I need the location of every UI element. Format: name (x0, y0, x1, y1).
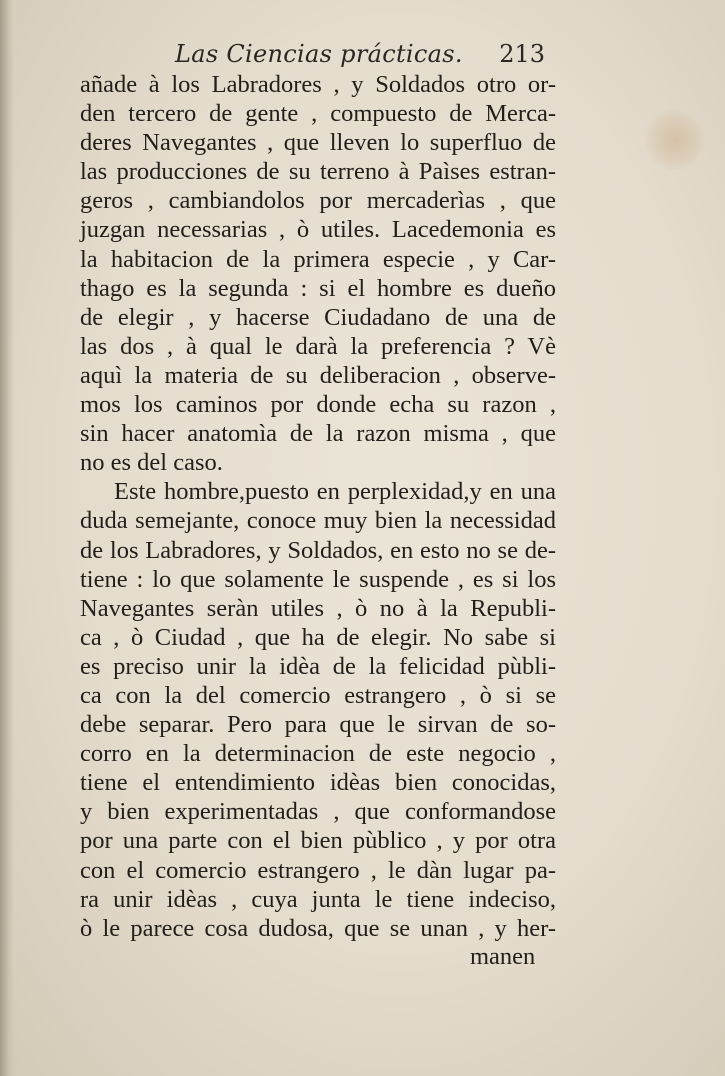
text-line: ca con la del comercio estrangero , ò si se (80, 681, 556, 709)
text-line: no es del caso. (80, 449, 223, 477)
text-line: Este hombre,puesto en perplexidad,y en una (114, 478, 556, 506)
text-line: las producciones de su terreno à Paìses estran- (80, 158, 556, 186)
text-line: sin hacer anatomìa de la razon misma , que (80, 420, 556, 448)
page-gutter-shadow (0, 0, 14, 1076)
paper-stain (645, 110, 705, 170)
text-line: ò le parece cosa dudosa, que se unan , y her- (80, 914, 556, 942)
text-line: de los Labradores, y Soldados, en esto no se de- (80, 536, 556, 564)
running-head-title: Las Ciencias prácticas. (175, 40, 463, 68)
text-line: aquì la materia de su deliberacion , observe- (80, 361, 556, 389)
page-number: 213 (499, 40, 545, 68)
text-line: de elegir , y hacerse Ciudadano de una de (80, 303, 556, 331)
text-line: debe separar. Pero para que le sirvan de so- (80, 711, 556, 739)
text-line: corro en la determinacion de este negocio , (80, 740, 556, 768)
text-line: tiene : lo que solamente le suspende , es si los (80, 565, 556, 593)
running-head (175, 38, 545, 74)
catchword: manen (470, 943, 536, 970)
text-line: geros , cambiandolos por mercaderìas , que (80, 187, 556, 215)
text-line: con el comercio estrangero , le dàn lugar pa- (80, 856, 556, 884)
text-line: Navegantes seràn utiles , ò no à la Republi- (80, 594, 556, 622)
text-line: por una parte con el bien pùblico , y por otra (80, 827, 556, 855)
text-line: duda semejante, conoce muy bien la necessidad (80, 507, 556, 535)
text-line: ra unir idèas , cuya junta le tiene indeciso, (80, 885, 556, 913)
text-line: den tercero de gente , compuesto de Merca- (80, 100, 556, 128)
text-line: ca , ò Ciudad , que ha de elegir. No sabe si (80, 623, 556, 651)
text-line: thago es la segunda : si el hombre es dueño (80, 274, 556, 302)
body-text (80, 70, 556, 943)
text-line: mos los caminos por donde echa su razon , (80, 391, 556, 419)
text-line: las dos , à qual le darà la preferencia ? Vè (80, 332, 556, 360)
text-line: tiene el entendimiento idèas bien conocidas, (80, 769, 556, 797)
text-line: y bien experimentadas , que conformandose (80, 798, 556, 826)
text-line: es preciso unir la idèa de la felicidad pùbli- (80, 652, 556, 680)
text-line: añade à los Labradores , y Soldados otro or- (80, 71, 556, 98)
text-line: juzgan necessarias , ò utiles. Lacedemonia es (80, 216, 556, 244)
text-line: la habitacion de la primera especie , y Car- (80, 245, 556, 273)
text-line: deres Navegantes , que lleven lo superfluo de (80, 129, 556, 157)
